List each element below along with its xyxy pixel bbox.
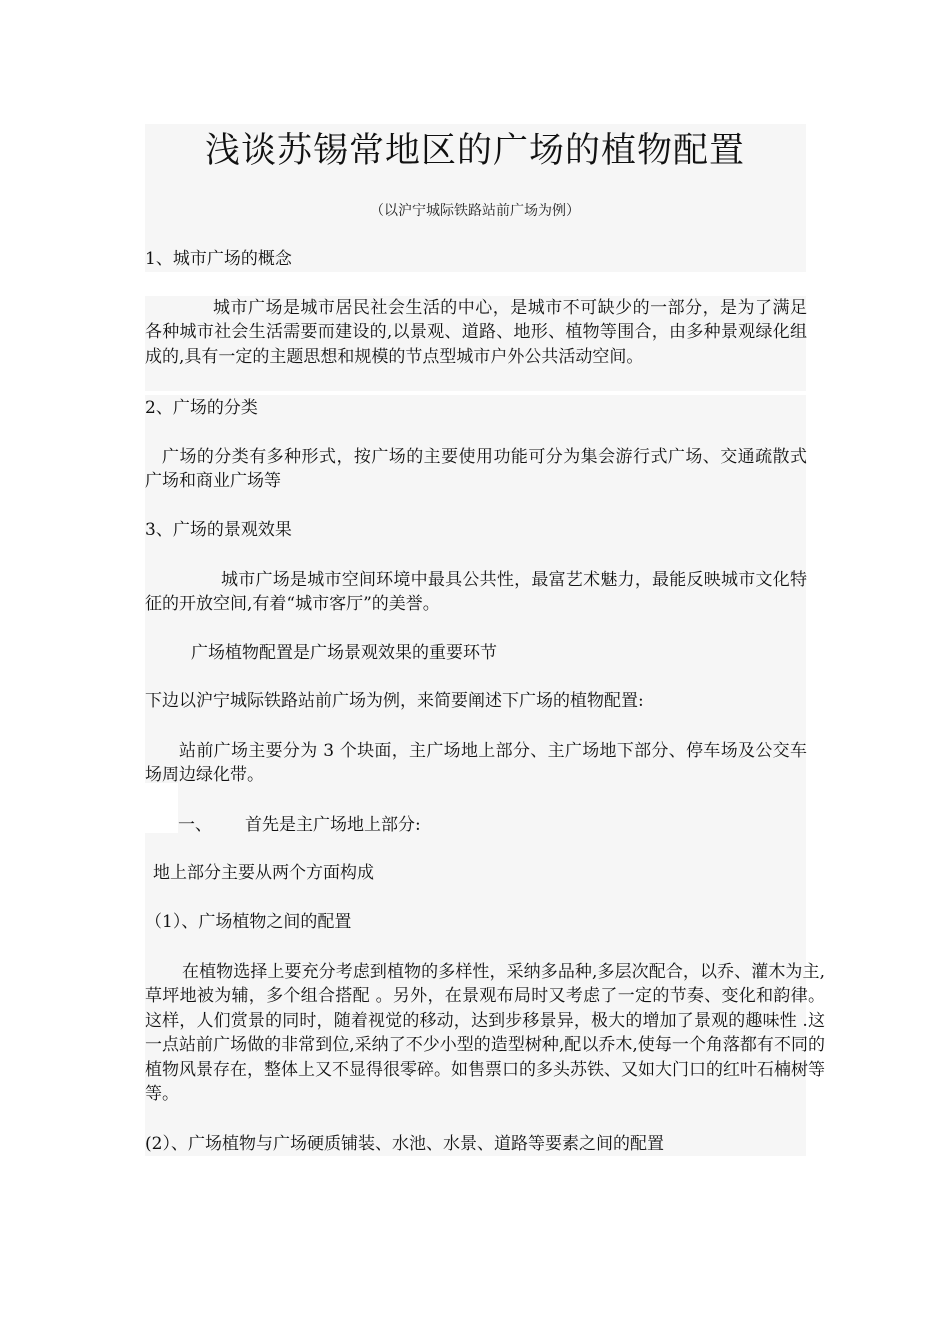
part-1-number: 一、 <box>178 815 212 835</box>
section-2-paragraph: 广场的分类有多种形式，按广场的主要使用功能可分为集会游行式广场、交通疏散式广场和商业广场等 <box>145 447 807 492</box>
ground-line: 地上部分主要从两个方面构成 <box>153 863 374 883</box>
subsection-1-paragraph: 在植物选择上要充分考虑到植物的多样性，采纳多品种,多层次配合，以乔、灌木为主,草坪地被为辅，多个组合搭配 。另外，在景观布局时又考虑了一定的节奏、变化和韵律。这样，人们赏景的同时，随着视觉的移动，达到步移景异，极大的增加了景观的趣味性 .这一点站前广场做的非常到位,采纳了不少小型的造型树种,配以乔木,使每一个角落都有不同的植物风景存在，整体上又不显得很零碎。如售票口的多头苏铁、又如大门口的红叶石楠树等等。 <box>145 962 825 1105</box>
intro-line: 下边以沪宁城际铁路站前广场为例，来简要阐述下广场的植物配置: <box>145 691 644 711</box>
subsection-1-heading: （1）、广场植物之间的配置 <box>145 912 352 932</box>
document-subtitle: （以沪宁城际铁路站前广场为例） <box>370 203 580 219</box>
section-1-paragraph: 城市广场是城市居民社会生活的中心，是城市不可缺少的一部分，是为了满足各种城市社会生活需要而建设的,以景观、道路、地形、植物等围合，由多种景观绿化组成的,具有一定的主题思想和规模的节点型城市户外公共活动空间。 <box>145 298 807 367</box>
section-3-heading: 3、广场的景观效果 <box>145 520 292 540</box>
indent-gap <box>145 783 178 833</box>
part-1-heading: 首先是主广场地上部分: <box>245 815 421 835</box>
section-3-paragraph: 城市广场是城市空间环境中最具公共性，最富艺术魅力，最能反映城市文化特征的开放空间,有着“城市客厅”的美誉。 <box>145 570 807 615</box>
subsection-2-heading: (2）、广场植物与广场硬质铺装、水池、水景、道路等要素之间的配置 <box>145 1134 664 1154</box>
section-2-heading: 2、广场的分类 <box>145 398 258 418</box>
parts-paragraph: 站前广场主要分为 3 个块面，主广场地上部分、主广场地下部分、停车场及公交车场周边绿化带。 <box>145 741 807 786</box>
document-title: 浅谈苏锡常地区的广场的植物配置 <box>204 131 745 171</box>
section-1-heading: 1、城市广场的概念 <box>145 249 292 269</box>
section-3-line: 广场植物配置是广场景观效果的重要环节 <box>191 643 497 663</box>
